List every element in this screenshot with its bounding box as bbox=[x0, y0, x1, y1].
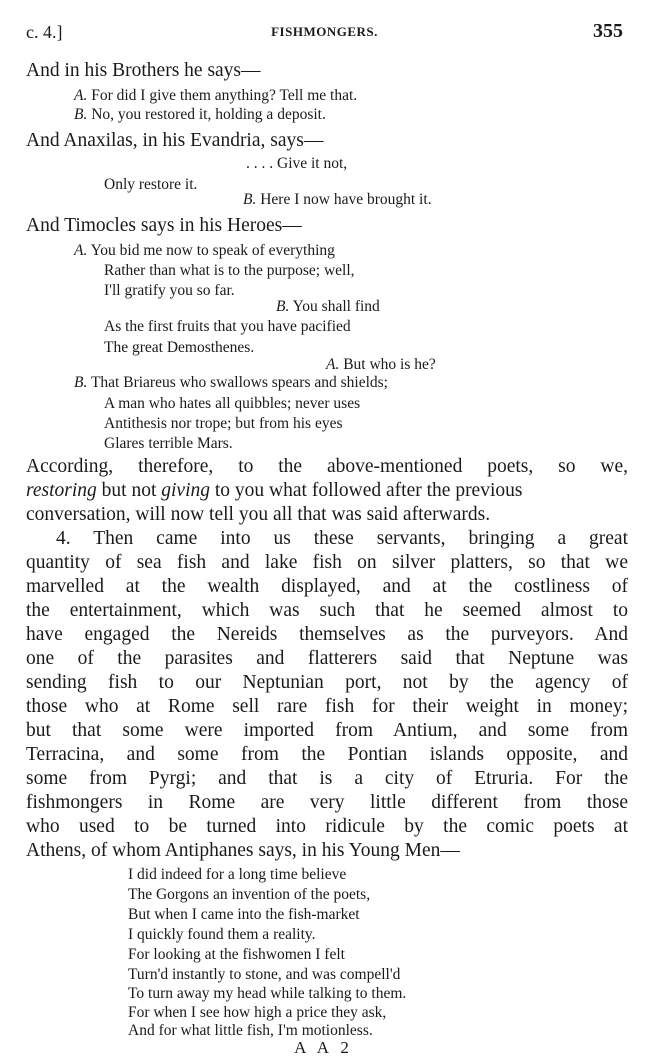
speaker-label: B. bbox=[74, 106, 88, 123]
dialogue-line bbox=[276, 298, 380, 316]
verse-line: Rather than what is to the purpose; well, bbox=[104, 262, 355, 279]
prose-text: 4. Then came into us these servants, bringing a great bbox=[56, 528, 628, 549]
prose-text: quantity of sea fish and lake fish on silver platters, so that we bbox=[26, 552, 628, 573]
verse-text: For did I give them anything? Tell me that. bbox=[91, 87, 358, 104]
prose-text: According, therefore, to the above-mentioned poets, so we, bbox=[26, 456, 628, 477]
emphasis-restoring: restoring bbox=[26, 480, 97, 501]
verse-line: And for what little fish, I'm motionless. bbox=[128, 1022, 373, 1039]
dialogue-line bbox=[74, 242, 335, 260]
verse-line: For when I see how high a price they ask, bbox=[128, 1004, 387, 1021]
speaker-label: B. bbox=[74, 374, 88, 391]
verse-line: I'll gratify you so far. bbox=[104, 282, 235, 299]
speaker-label: A. bbox=[326, 356, 340, 373]
verse-line: Only restore it. bbox=[104, 176, 198, 193]
prose-text: but not bbox=[96, 480, 162, 501]
verse-line: For looking at the fishwomen I felt bbox=[128, 946, 345, 963]
intro-line: And in his Brothers he says— bbox=[26, 60, 261, 81]
verse-text: No, you restored it, holding a deposit. bbox=[91, 106, 326, 123]
verse-line: To turn away my head while talking to them. bbox=[128, 985, 407, 1002]
verse-line: Glares terrible Mars. bbox=[104, 435, 233, 452]
prose-line bbox=[26, 552, 628, 574]
verse-line: I did indeed for a long time believe bbox=[128, 866, 347, 883]
prose-line bbox=[26, 456, 628, 478]
intro-line: And Anaxilas, in his Evandria, says— bbox=[26, 130, 324, 151]
prose-text: sending fish to our Neptunian port, not by the agency of bbox=[26, 672, 628, 693]
prose-text: one of the parasites and flatterers said that Neptune was bbox=[26, 648, 628, 669]
speaker-label: B. bbox=[276, 298, 290, 315]
verse-text: That Briareus who swallows spears and shields; bbox=[90, 374, 388, 391]
running-header bbox=[26, 20, 623, 48]
verse-line: But when I came into the fish-market bbox=[128, 906, 360, 923]
prose-text: marvelled at the wealth displayed, and at the costliness of bbox=[26, 576, 628, 597]
prose-line bbox=[26, 768, 628, 790]
prose-line bbox=[26, 792, 628, 814]
prose-line bbox=[26, 696, 628, 718]
verse-line: I quickly found them a reality. bbox=[128, 926, 316, 943]
dialogue-line bbox=[243, 191, 432, 209]
verse-line: . . . . Give it not, bbox=[246, 155, 348, 172]
verse-line: Antithesis nor trope; but from his eyes bbox=[104, 415, 343, 432]
verse-line: Turn'd instantly to stone, and was compell'd bbox=[128, 966, 401, 983]
verse-line: The Gorgons an invention of the poets, bbox=[128, 886, 371, 903]
speaker-label: A. bbox=[74, 242, 88, 259]
running-title: FISHMONGERS. bbox=[271, 24, 378, 39]
signature-mark: A A 2 bbox=[294, 1038, 353, 1057]
prose-line bbox=[26, 744, 628, 766]
prose-line bbox=[26, 816, 628, 838]
chapter-reference: c. 4.] bbox=[26, 22, 63, 42]
prose-line bbox=[26, 624, 628, 646]
verse-text: You shall find bbox=[292, 298, 380, 315]
prose-text: have engaged the Nereids themselves as the purveyors. And bbox=[26, 624, 628, 645]
prose-text: some from Pyrgi; and that is a city of Etruria. For the bbox=[26, 768, 628, 789]
prose-line bbox=[26, 672, 628, 694]
verse-text: You bid me now to speak of everything bbox=[90, 242, 335, 259]
prose-line: Athens, of whom Antiphanes says, in his Young Men— bbox=[26, 840, 460, 861]
verse-line: The great Demosthenes. bbox=[104, 339, 255, 356]
speaker-label: A. bbox=[74, 87, 88, 104]
prose-line bbox=[26, 600, 628, 622]
verse-line: A man who hates all quibbles; never uses bbox=[104, 395, 361, 412]
prose-line bbox=[26, 648, 628, 670]
prose-line: conversation, will now tell you all that was said afterwards. bbox=[26, 504, 491, 525]
speaker-label: B. bbox=[243, 191, 257, 208]
page-number: 355 bbox=[593, 20, 623, 42]
verse-text: But who is he? bbox=[343, 356, 436, 373]
prose-text: the entertainment, which was such that he seemed almost to bbox=[26, 600, 628, 621]
dialogue-line bbox=[74, 87, 357, 105]
prose-text: who used to be turned into ridicule by the comic poets at bbox=[26, 816, 628, 837]
verse-line: As the first fruits that you have pacified bbox=[104, 318, 351, 335]
prose-line bbox=[26, 480, 628, 502]
prose-line bbox=[56, 528, 628, 550]
dialogue-line bbox=[74, 106, 326, 124]
intro-line: And Timocles says in his Heroes— bbox=[26, 215, 302, 236]
prose-text: but that some were imported from Antium, and some from bbox=[26, 720, 628, 741]
dialogue-line bbox=[74, 374, 388, 392]
prose-line bbox=[26, 576, 628, 598]
prose-line bbox=[26, 720, 628, 742]
emphasis-giving: giving bbox=[161, 480, 211, 501]
prose-text: Terracina, and some from the Pontian islands opposite, and bbox=[26, 744, 628, 765]
prose-text: fishmongers in Rome are very little different from those bbox=[26, 792, 628, 813]
prose-text: to you what followed after the previous bbox=[210, 480, 523, 501]
prose-text: those who at Rome sell rare fish for their weight in money; bbox=[26, 696, 628, 717]
verse-text: Here I now have brought it. bbox=[260, 191, 432, 208]
dialogue-line bbox=[326, 356, 436, 374]
